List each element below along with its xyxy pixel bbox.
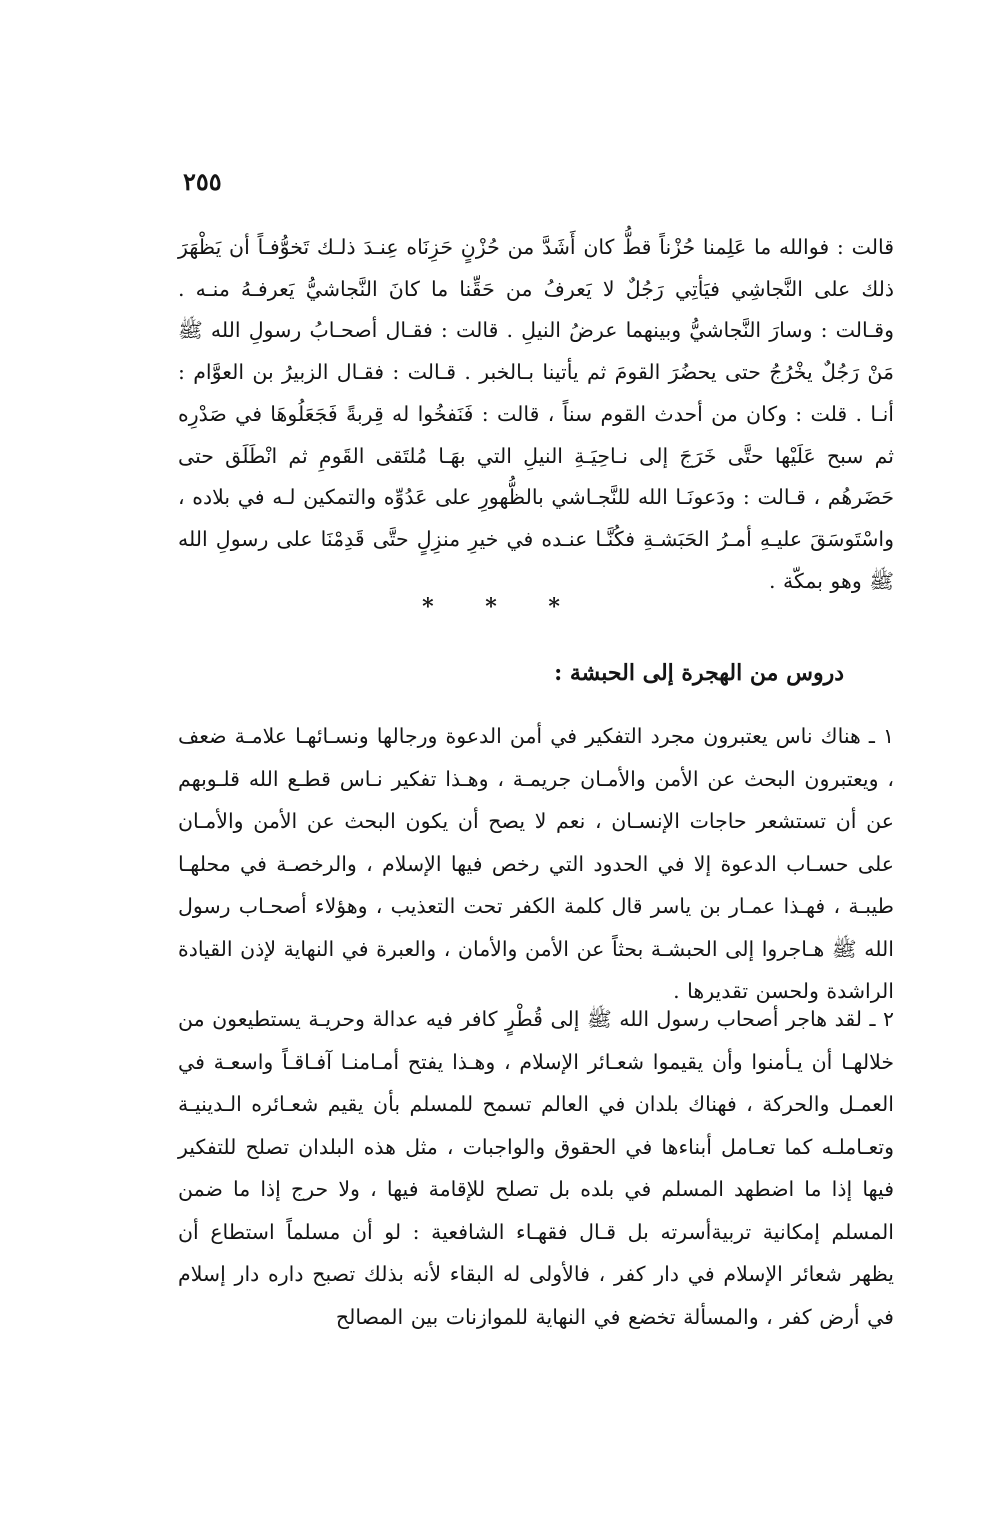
page-number: ٢٥٥	[183, 167, 222, 196]
section-separator: * * *	[422, 594, 582, 620]
paragraph-narration: قالت : فوالله ما عَلِمنا حُزْناً قطُّ كان أَشَدَّ من حُزْنٍ حَزِنَاه عِنـدَ ذلـك تَخوُّفـاً أن يَظْهَرَ ذلك على النَّجاشِي فيَأتِي رَجُلٌ لا يَعرفُ من حَقِّنا ما كانَ النَّجاشيُّ يَعرفـهُ منـه . وقـالت : وسارَ النَّجاشيُّ وبينهما عرضُ النيلِ . قالت : فقـال أصحـابُ رسولِ الله ﷺ مَنْ رَجُلٌ يخْرُجُ حتى يحضُرَ القومَ ثم يأتينا بـالخبر . قـالت : فقـال الزبيرُ بن العوَّام : أنـا . قلت : وكان من أحدث القوم سناً ، قالت : فَنَفخُوا له قِربةً فَجَعَلُوهَا في صَدْرِه ثم سبح عَلَيْها حتَّى خَرَجَ إلى نـاحِيَـةِ النيلِ التي بهَـا مُلتَقى القَومِ ثم انْطَلَق حتى حَضَرهُم ، قـالت : ودَعونَـا الله للنَّجـاشي بالظُّهورِ على عَدُوِّه والتمكين لـه في بلاده ، واسْتَوسَقَ عليـهِ أمـرُ الحَبَشـةِ فكُنَّـا عنـده في خيرِ منزِلٍ حتَّى قَدِمْنَا على رسولِ الله ﷺ وهو بمكّة .	[178, 235, 894, 593]
paragraph-lesson-1: ١ ـ هناك ناس يعتبرون مجرد التفكير في أمن الدعوة ورجالها ونسـائهـا علامـة ضعف ، ويعتبرون البحث عن الأمن والأمـان جريمـة ، وهـذا تفكير نـاس قطـع الله قلـوبهم عن أن تستشعر حاجات الإنسـان ، نعم لا يصح أن يكون البحث عن الأمن والأمـان على حسـاب الدعوة إلا في الحدود التي رخص فيها الإسلام ، والرخصـة في محلهـا طيبـة ، فهـذا عمـار بن ياسر قال كلمة الكفر تحت التعذيب ، وهؤلاء أصحـاب رسول الله ﷺ هـاجروا إلى الحبشـة بحثاً عن الأمن والأمان ، والعبرة في النهاية لإذن القيادة الراشدة ولحسن تقديرها .	[178, 724, 894, 1003]
section-heading: دروس من الهجرة إلى الحبشة :	[554, 660, 844, 686]
paragraph-lesson-2: ٢ ـ لقد هاجر أصحاب رسول الله ﷺ إلى قُطْرٍ كافر فيه عدالة وحريـة يستطيعون من خلالهـا أن يـأمنوا وأن يقيموا شعـائر الإسلام ، وهـذا يفتح أمـامنـا آفـاقـاً واسعـة في العمـل والحركة ، فهناك بلدان في العالم تسمح للمسلم بأن يقيم شعـائره الـدينيـة وتعـاملـه كما تعـامل أبناءها في الحقوق والواجبات ، مثل هذه البلدان تصلح للتفكير فيها إذا ما اضطهد المسلم في بلده بل تصلح للإقامة فيها ، ولا حرج إذا ما ضمن المسلم إمكانية تربيةأسرته بل قـال فقهـاء الشافعية : لو أن مسلماً استطاع أن يظهر شعائر الإسلام في دار كفر ، فالأولى له البقاء لأنه بذلك تصبح داره دار إسلام في أرض كفر ، والمسألة تخضع في النهاية للموازنات بين المصالح	[178, 1007, 894, 1329]
